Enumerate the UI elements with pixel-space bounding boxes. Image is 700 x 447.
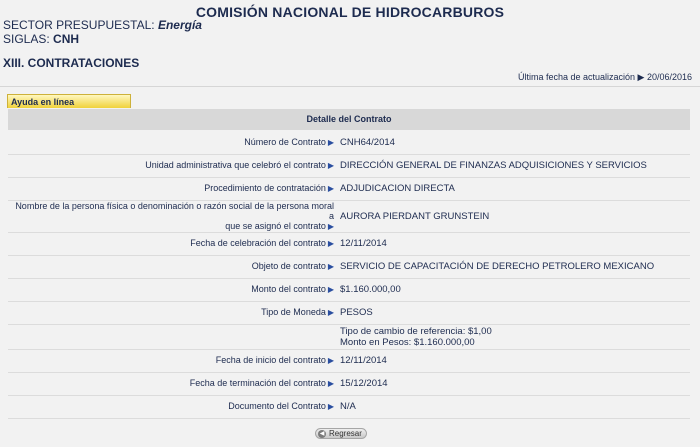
row-label: Monto del contrato bbox=[251, 284, 326, 294]
sector-value: Energía bbox=[157, 18, 202, 32]
help-tab[interactable]: Ayuda en línea bbox=[7, 94, 131, 108]
row-value: ADJUDICACION DIRECTA bbox=[336, 177, 690, 200]
back-button-label: Regresar bbox=[329, 429, 362, 438]
siglas-line bbox=[3, 32, 79, 46]
row-label: Unidad administrativa que celebró el contrato bbox=[145, 160, 326, 170]
row-value: $1.160.000,00 bbox=[336, 278, 690, 301]
arrow-icon: ▶ bbox=[327, 239, 334, 248]
row-label: Procedimiento de contratación bbox=[204, 183, 326, 193]
exchange-rate: Tipo de cambio de referencia: $1,00 bbox=[340, 325, 492, 337]
row-label: Fecha de celebración del contrato bbox=[190, 238, 326, 248]
row-label: Documento del Contrato bbox=[228, 401, 326, 411]
row-value: SERVICIO DE CAPACITACIÓN DE DERECHO PETROLERO MEXICANO bbox=[336, 255, 690, 278]
amount-in-pesos: Monto en Pesos: $1.160.000,00 bbox=[340, 336, 475, 348]
row-procedure bbox=[8, 177, 690, 200]
row-label: Tipo de Moneda bbox=[261, 307, 326, 317]
arrow-icon: ▶ bbox=[327, 356, 334, 365]
row-value: CNH64/2014 bbox=[336, 131, 690, 154]
sector-label: SECTOR PRESUPUESTAL: bbox=[3, 18, 155, 32]
arrow-icon: ▶ bbox=[327, 137, 334, 147]
arrow-icon: ▶ bbox=[327, 221, 334, 231]
arrow-icon: ▶ bbox=[327, 161, 334, 170]
row-label-line2: que se asignó el contrato bbox=[225, 220, 326, 231]
arrow-icon: ▶ bbox=[327, 308, 334, 317]
row-label: Fecha de terminación del contrato bbox=[189, 378, 326, 388]
row-end-date bbox=[8, 372, 690, 395]
row-value: 12/11/2014 bbox=[336, 349, 690, 372]
row-label: Número de Contrato bbox=[244, 136, 326, 147]
arrow-icon: ▶ bbox=[327, 262, 334, 271]
arrow-icon: ▶ bbox=[327, 285, 334, 294]
row-label: Objeto de contrato bbox=[251, 261, 326, 271]
detail-header: Detalle del Contrato bbox=[8, 109, 690, 130]
siglas-value: CNH bbox=[53, 32, 80, 46]
row-label: Fecha de inicio del contrato bbox=[215, 355, 326, 365]
siglas-label: SIGLAS: bbox=[3, 32, 50, 46]
contract-detail-table bbox=[8, 131, 690, 419]
back-button[interactable] bbox=[315, 428, 367, 439]
row-value: AURORA PIERDANT GRUNSTEIN bbox=[336, 200, 690, 232]
divider bbox=[0, 86, 700, 87]
row-value: 12/11/2014 bbox=[336, 232, 690, 255]
row-exchange bbox=[8, 324, 690, 349]
last-update: Última fecha de actualización ▶ 20/06/2016 bbox=[517, 72, 692, 82]
row-admin-unit bbox=[8, 154, 690, 177]
page-title: COMISIÓN NACIONAL DE HIDROCARBUROS bbox=[195, 4, 505, 20]
row-contract-number bbox=[8, 131, 690, 154]
row-contractor-name bbox=[8, 200, 690, 232]
row-value: N/A bbox=[336, 395, 690, 418]
row-value: PESOS bbox=[336, 301, 690, 324]
row-start-date bbox=[8, 349, 690, 372]
row-object bbox=[8, 255, 690, 278]
row-document bbox=[8, 395, 690, 418]
arrow-icon: ▶ bbox=[327, 402, 334, 411]
section-title: XIII. CONTRATACIONES bbox=[3, 56, 140, 70]
row-amount bbox=[8, 278, 690, 301]
row-value: DIRECCIÓN GENERAL DE FINANZAS ADQUISICIONES Y SERVICIOS bbox=[336, 154, 690, 177]
row-value: 15/12/2014 bbox=[336, 372, 690, 395]
arrow-icon: ▶ bbox=[327, 379, 334, 388]
row-currency bbox=[8, 301, 690, 324]
back-arrow-icon: ◀ bbox=[319, 431, 325, 437]
row-celebration-date bbox=[8, 232, 690, 255]
arrow-icon: ▶ bbox=[327, 184, 334, 193]
row-label-line1: Nombre de la persona física o denominación o razón social de la persona moral a bbox=[15, 200, 334, 221]
sector-line bbox=[3, 18, 202, 32]
